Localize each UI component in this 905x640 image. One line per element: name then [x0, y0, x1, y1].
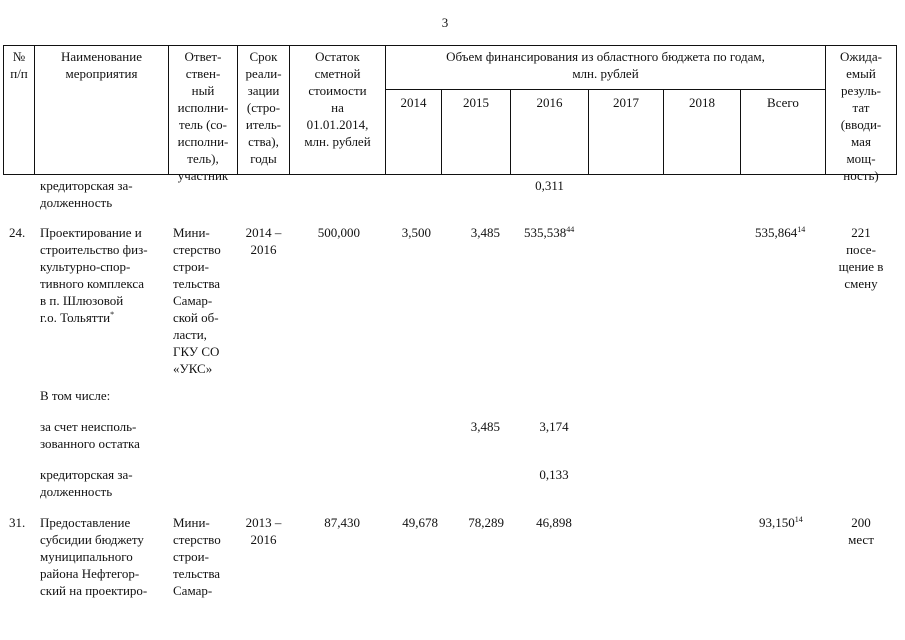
header-year-2017: 2017 — [613, 95, 639, 110]
row24-2016-footnote: 44 — [566, 225, 575, 234]
cont-row-name: кредиторская за- долженность — [40, 178, 133, 210]
row31-2016: 46,898 — [536, 515, 572, 530]
row31-executor: Мини- стерство строи- тельства Самар- — [173, 515, 221, 598]
including-label: В том числе: — [40, 388, 111, 403]
unused-remainder-2016: 3,174 — [539, 419, 569, 434]
row31-total: 93,150$^{14}$ — [759, 515, 803, 530]
header-year-2014: 2014 — [400, 95, 427, 110]
row31-name: Предоставление субсидии бюджету муниципального района Нефтегор- ский на проектиро- — [40, 515, 148, 598]
row24-name: Проектирование и строительство физ- культурно-спор- тивного комплекса в п. Шлюзовой г.о. Тольятти* — [40, 225, 148, 325]
row31-num: 31. — [9, 515, 26, 530]
header-executor: Ответ- ствен- ный исполни- тель (со- исполни- тель), участник — [177, 49, 229, 183]
header-year-2015: 2015 — [463, 95, 489, 110]
unused-remainder-2015: 3,485 — [470, 419, 500, 434]
row24-footnote-mark: * — [110, 310, 115, 319]
row24-2014: 3,500 — [401, 225, 431, 240]
row24-remainder: 500,000 — [317, 225, 360, 240]
row24-total-footnote: 14 — [797, 225, 806, 234]
row31-remainder: 87,430 — [324, 515, 360, 530]
row31-total-footnote: 14 — [794, 515, 803, 524]
header-total: Всего — [767, 95, 799, 110]
cont-row-2016: 0,311 — [535, 178, 564, 193]
header-term: Срок реали- зации (стро- итель- ства), годы — [245, 49, 282, 166]
header-year-2016: 2016 — [536, 95, 563, 110]
header-name: Наименование мероприятия — [61, 49, 142, 81]
row31-2015: 78,289 — [468, 515, 504, 530]
year-subheader-line — [385, 89, 825, 90]
header-num: № п/п — [10, 49, 28, 81]
row24-num: 24. — [9, 225, 26, 240]
col-line — [896, 45, 897, 175]
row24-result: 221 посе- щение в смену — [838, 225, 884, 291]
header-year-2018: 2018 — [689, 95, 715, 110]
row31-result: 200 мест — [848, 515, 874, 547]
row24-total: 535,864$^{14}$ — [755, 225, 806, 240]
row24-executor: Мини- стерство строи- тельства Самар- ской об- ласти, ГКУ СО «УКС» — [173, 225, 221, 376]
row24-2015: 3,485 — [470, 225, 500, 240]
header-bottom-border — [3, 174, 897, 175]
header-result: Ожида- емый резуль- тат (вводи- мая мощ- ность) — [839, 49, 883, 183]
unused-remainder-name: за счет неисполь- зованного остатка — [40, 419, 140, 451]
page-number: 3 — [441, 15, 449, 30]
row24-term: 2014 – 2016 — [245, 225, 282, 257]
header-funding: Объем финансирования из областного бюджета по годам, млн. рублей — [446, 49, 765, 81]
row31-term: 2013 – 2016 — [245, 515, 282, 547]
credit-debt-2016: 0,133 — [539, 467, 569, 482]
credit-debt-name: кредиторская за- долженность — [40, 467, 133, 499]
row31-2014: 49,678 — [402, 515, 438, 530]
header-remainder: Остаток сметной стоимости на 01.01.2014, млн. рублей — [304, 49, 371, 149]
row24-2016: 535,538$^{44}$ — [524, 225, 575, 240]
table-top-border — [3, 45, 897, 46]
